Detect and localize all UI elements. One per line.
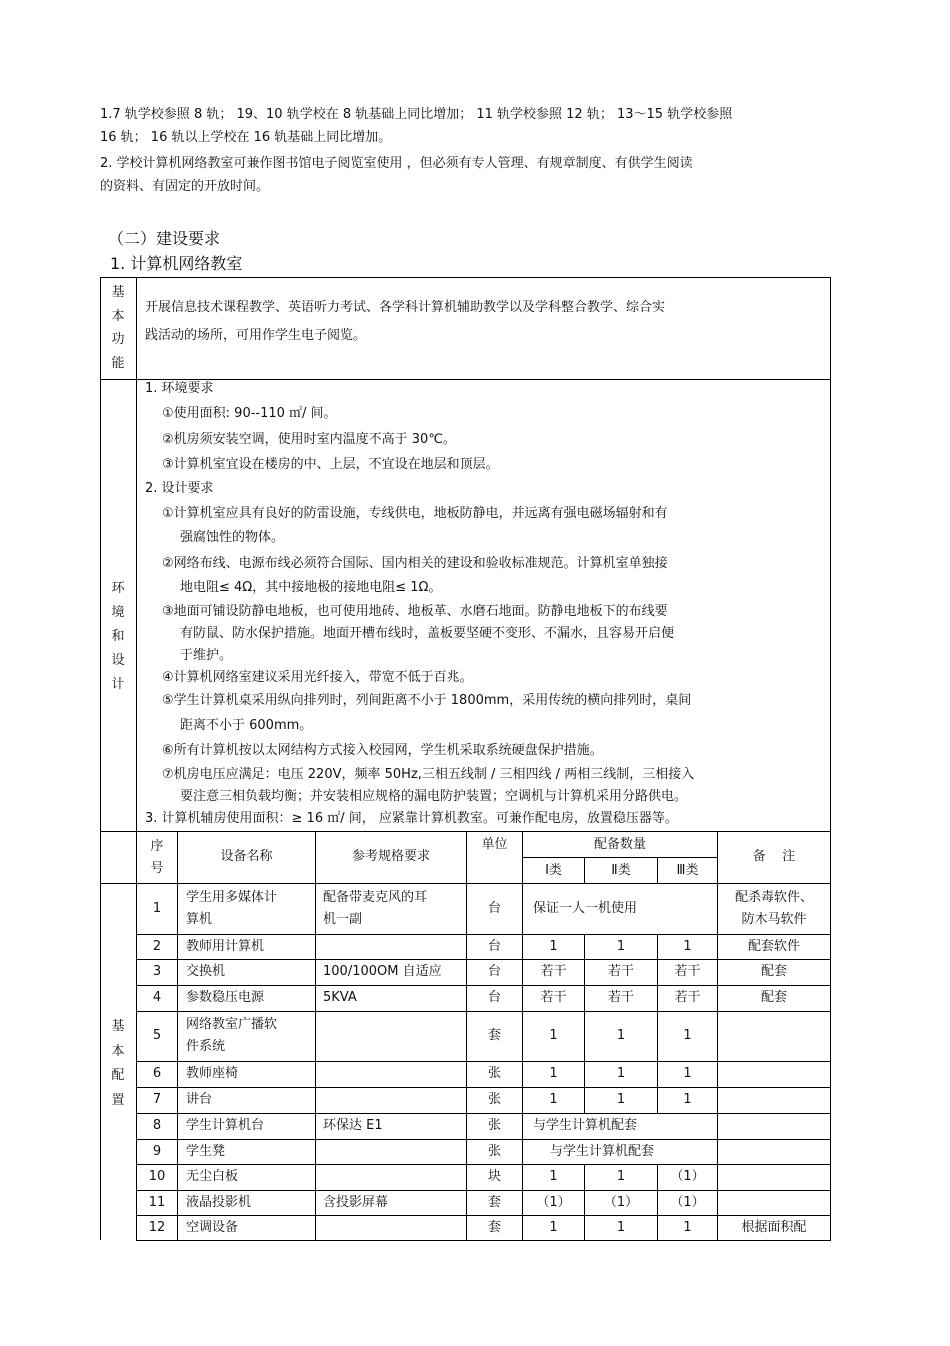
header-unit: 单位 <box>481 837 508 852</box>
row-note: 配套软件 <box>747 938 800 954</box>
intro-p2-line2: 的资料、有固定的开放时间。 <box>100 179 270 194</box>
row-name: 交换机 <box>186 964 226 979</box>
row-seq: 9 <box>152 1143 162 1159</box>
row-class3: 1 <box>683 1066 692 1081</box>
header-spec: 参考规格要求 <box>351 849 430 864</box>
row-class1: 1 <box>549 1219 558 1235</box>
env-line: 地电阻≤ 4Ω，其中接地极的接地电阻≤ 1Ω。 <box>180 580 442 595</box>
env-line: 3. 计算机辅房使用面积：≥ 16 ㎡/ 间， 应紧靠计算机教室。可兼作配电房，放置稳压器等。 <box>145 811 678 826</box>
env-line: 有防鼠、防水保护措施。地面开槽布线时，盖板要坚硬不变形、不漏水，且容易开启便 <box>180 626 675 641</box>
row-unit: 套 <box>487 1028 501 1043</box>
env-line: ①使用面积: 90--110 ㎡/ 间。 <box>162 406 337 421</box>
row-merged-qty: 与学生计算机配套 <box>550 1143 655 1159</box>
env-line: 2. 设计要求 <box>145 481 214 496</box>
row-unit: 张 <box>487 1092 501 1107</box>
row-name: 网络教室广播软 件系统 <box>186 1017 278 1054</box>
row-class1: 1 <box>549 1066 558 1081</box>
row-spec: 含投影屏幕 <box>323 1194 389 1210</box>
env-line: ⑤学生计算机桌采用纵向排列时，列间距离不小于 1800mm，采用传统的横向排列时，桌间 <box>162 693 692 708</box>
row-spec: 100/100OM 自适应 <box>323 964 442 979</box>
row-class3: 1 <box>683 1219 692 1235</box>
env-line: ⑥所有计算机按以太网结构方式接入校园网，学生机采取系统硬盘保护措施。 <box>162 743 603 758</box>
row-unit: 套 <box>487 1219 501 1235</box>
env-line: 强腐蚀性的物体。 <box>180 530 285 545</box>
row-seq: 4 <box>152 990 162 1005</box>
row-class2: 若干 <box>607 964 634 979</box>
env-line: ⑦机房电压应满足：电压 220V，频率 50Hz,三相五线制 / 三相四线 / 两相三线制，三相接入 <box>162 767 695 782</box>
env-line: ①计算机室应具有良好的防雷设施，专线供电，地板防静电，并远离有强电磁场辐射和有 <box>162 506 668 521</box>
row-class1: 若干 <box>540 964 567 979</box>
row-name: 液晶投影机 <box>186 1194 252 1210</box>
row-class1: 1 <box>549 1028 558 1043</box>
row-class1: 若干 <box>540 990 567 1005</box>
row-name: 教师用计算机 <box>186 938 265 954</box>
intro-p1-line1: 1.7 轨学校参照 8 轨； 19、10 轨学校在 8 轨基础上同比增加； 11 轨学校参照 12 轨； 13～15 轨学校参照 <box>100 107 733 122</box>
basic-function-text-line2: 践活动的场所，可用作学生电子阅览。 <box>145 328 367 343</box>
row-seq: 5 <box>152 1028 162 1043</box>
row-note: 根据面积配 <box>741 1219 807 1235</box>
header-class1: Ⅰ类 <box>545 863 562 878</box>
row-name: 学生计算机台 <box>186 1118 265 1133</box>
row-class2: 1 <box>616 938 626 954</box>
row-name: 空调设备 <box>186 1219 239 1235</box>
env-line: ②网络布线、电源布线必须符合国际、国内相关的建设和验收标准规范。计算机室单独接 <box>162 556 668 571</box>
row-unit: 张 <box>487 1066 501 1081</box>
row-note: 配套 <box>760 990 787 1005</box>
row-class2: 若干 <box>607 990 634 1005</box>
header-name: 设备名称 <box>220 849 273 864</box>
row-class1: 1 <box>549 1169 558 1184</box>
row-class1: 1 <box>549 1092 558 1107</box>
env-line: ③计算机室宜设在楼房的中、上层，不宜设在地层和顶层。 <box>162 457 499 472</box>
row-class1: （1） <box>536 1194 571 1210</box>
row-name: 无尘白板 <box>186 1169 239 1184</box>
subsection-heading: 1. 计算机网络教室 <box>110 254 243 273</box>
row-unit: 套 <box>487 1194 501 1210</box>
row-spec: 配备带麦克风的耳 机一副 <box>323 890 428 927</box>
row-class3: 1 <box>683 1092 692 1107</box>
intro-paragraph-1 <box>100 103 860 149</box>
header-class3: Ⅲ类 <box>676 863 699 878</box>
row-seq: 11 <box>148 1194 166 1210</box>
row-class2: （1） <box>603 1194 639 1210</box>
row-class3: 1 <box>683 938 692 954</box>
env-line: 1. 环境要求 <box>145 381 214 396</box>
row-class1: 1 <box>549 938 558 954</box>
row-class2: 1 <box>616 1066 626 1081</box>
row-seq: 2 <box>152 938 162 954</box>
row-unit: 块 <box>487 1169 501 1184</box>
row-note: 配套 <box>760 964 787 979</box>
row-seq: 7 <box>152 1092 162 1107</box>
env-line: ④计算机网络室建议采用光纤接入，带宽不低于百兆。 <box>162 670 473 685</box>
row-name: 学生凳 <box>186 1143 226 1159</box>
row-class2: 1 <box>616 1219 626 1235</box>
section-heading: （二）建设要求 <box>108 229 221 248</box>
row-merged-qty: 与学生计算机配套 <box>533 1118 638 1133</box>
env-line: 距离不小于 600mm。 <box>180 718 313 733</box>
row-spec: 5KVA <box>323 990 357 1005</box>
row-unit: 台 <box>487 938 501 954</box>
row-class3: 若干 <box>674 990 701 1005</box>
row-seq: 8 <box>152 1118 162 1133</box>
row-note: 配杀毒软件、 防木马软件 <box>734 890 813 927</box>
env-line: 要注意三相负载均衡；并安装相应规格的漏电防护装置；空调机与计算机采用分路供电。 <box>180 789 688 804</box>
row-merged-qty: 保证一人一机使用 <box>533 901 638 916</box>
row-unit: 张 <box>487 1118 501 1133</box>
header-seq: 序 号 <box>150 839 164 876</box>
row-unit: 张 <box>487 1143 501 1159</box>
row-seq: 12 <box>148 1219 166 1235</box>
row-seq: 1 <box>152 901 162 916</box>
row-unit: 台 <box>487 990 501 1005</box>
row-class2: 1 <box>616 1028 626 1043</box>
row-class2: 1 <box>616 1092 626 1107</box>
row-name: 学生用多媒体计 算机 <box>186 890 278 927</box>
row-class2: 1 <box>616 1169 626 1184</box>
env-line: 于维护。 <box>180 648 233 663</box>
intro-paragraph-2 <box>100 152 860 198</box>
basic-config-label: 基 本 配 置 <box>111 1019 125 1108</box>
header-note: 备 注 <box>752 849 796 864</box>
row-name: 教师座椅 <box>186 1066 239 1081</box>
intro-p2-line1: 2. 学校计算机网络教室可兼作图书馆电子阅览室使用 ，但必须有专人管理、有规章制度、有供学生阅读 <box>100 156 693 171</box>
row-class3: （1） <box>670 1194 705 1210</box>
intro-p1-line2: 16 轨； 16 轨以上学校在 16 轨基础上同比增加。 <box>100 130 392 145</box>
row-unit: 台 <box>487 964 501 979</box>
header-class2: Ⅱ类 <box>611 863 631 878</box>
row-class3: （1） <box>670 1169 705 1184</box>
row-seq: 6 <box>152 1066 162 1081</box>
env-line: ②机房须安装空调，使用时室内温度不高于 30℃。 <box>162 432 456 447</box>
row-class3: 若干 <box>674 964 701 979</box>
row-name: 讲台 <box>186 1092 213 1107</box>
header-qty: 配备数量 <box>593 837 646 852</box>
row-class3: 1 <box>683 1028 692 1043</box>
row-spec: 环保达 E1 <box>323 1118 383 1133</box>
env-design-label: 环 境 和 设 计 <box>111 581 125 692</box>
basic-function-text-line1: 开展信息技术课程教学、英语听力考试、各学科计算机辅助教学以及学科整合教学、综合实 <box>145 300 666 315</box>
row-seq: 3 <box>152 964 162 979</box>
row-seq: 10 <box>148 1169 166 1184</box>
row-unit: 台 <box>487 901 501 916</box>
row-name: 参数稳压电源 <box>186 990 265 1005</box>
basic-function-label: 基 本 功 能 <box>111 285 125 371</box>
env-line: ③地面可铺设防静电地板，也可使用地砖、地板革、水磨石地面。防静电地板下的布线要 <box>162 604 668 619</box>
